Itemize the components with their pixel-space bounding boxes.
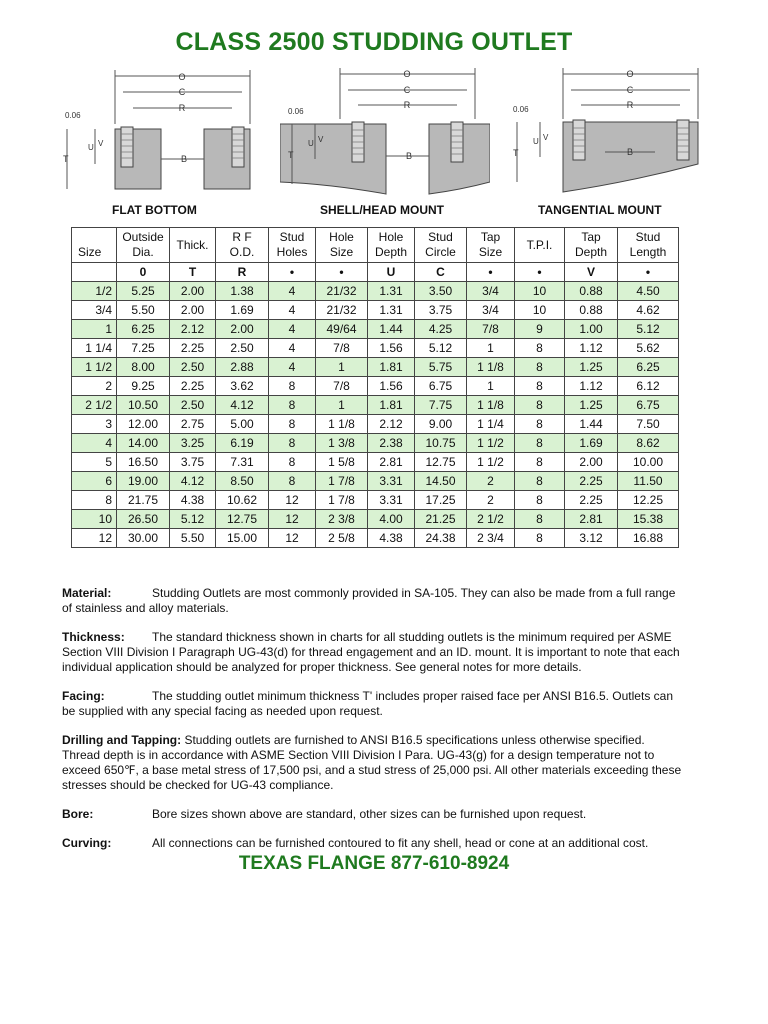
note-label: Curving: — [62, 836, 112, 850]
note-thickness — [62, 630, 682, 675]
table-cell: 6.75 — [415, 377, 467, 396]
dim-o-label: O — [178, 72, 186, 82]
dim-r-label: R — [178, 103, 186, 113]
table-cell: 3.25 — [170, 434, 216, 453]
table-cell: 15.00 — [216, 529, 269, 548]
table-cell: 8 — [515, 339, 565, 358]
note-curving — [62, 836, 682, 851]
column-header — [415, 228, 467, 263]
table-cell: 1.81 — [368, 396, 415, 415]
note-label: Facing: — [62, 689, 105, 703]
table-row — [72, 339, 679, 358]
table-cell: 8.00 — [117, 358, 170, 377]
dim-gap-label: 0.06 — [513, 105, 529, 114]
column-header — [216, 228, 269, 263]
table-cell: 5.50 — [117, 301, 170, 320]
table-cell: 1 1/4 — [467, 415, 515, 434]
table-cell: 6.19 — [216, 434, 269, 453]
symbol-cell: • — [515, 263, 565, 282]
table-row — [72, 396, 679, 415]
table-header-row — [72, 228, 679, 263]
dim-u-label: U — [88, 143, 94, 152]
size-cell: 2 1/2 — [72, 396, 117, 415]
table-cell: 4 — [269, 301, 316, 320]
table-cell: 2.00 — [170, 301, 216, 320]
table-cell: 7.31 — [216, 453, 269, 472]
table-cell: 2.50 — [170, 358, 216, 377]
table-cell: 21.75 — [117, 491, 170, 510]
table-cell: 1.44 — [565, 415, 618, 434]
table-cell: 1 — [467, 339, 515, 358]
tangential-mount-label: TANGENTIAL MOUNT — [538, 203, 662, 217]
table-cell: 10.62 — [216, 491, 269, 510]
table-cell: 17.25 — [415, 491, 467, 510]
table-cell: 1.31 — [368, 282, 415, 301]
table-cell: 10 — [515, 282, 565, 301]
tangential-mount-diagram — [505, 64, 715, 217]
table-cell: 4.50 — [618, 282, 679, 301]
column-header-line2: Size — [329, 245, 354, 259]
table-cell: 14.50 — [415, 472, 467, 491]
symbol-cell: C — [415, 263, 467, 282]
table-cell: 4 — [269, 339, 316, 358]
table-cell: 10.00 — [618, 453, 679, 472]
column-header-line2: O.D. — [229, 245, 255, 259]
table-cell: 1 1/8 — [316, 415, 368, 434]
column-header — [368, 228, 415, 263]
table-cell: 8 — [515, 472, 565, 491]
column-header — [170, 228, 216, 263]
table-cell: 3.75 — [170, 453, 216, 472]
table-row — [72, 472, 679, 491]
symbol-cell: • — [467, 263, 515, 282]
table-cell: 5.75 — [415, 358, 467, 377]
table-row — [72, 358, 679, 377]
table-cell: 8 — [515, 491, 565, 510]
column-header — [565, 228, 618, 263]
table-cell: 12.25 — [618, 491, 679, 510]
column-header-line1: Tap — [581, 230, 601, 244]
table-cell: 2.81 — [368, 453, 415, 472]
table-cell: 8 — [269, 396, 316, 415]
size-cell: 1 1/2 — [72, 358, 117, 377]
column-header — [117, 228, 170, 263]
table-row — [72, 282, 679, 301]
size-cell: 10 — [72, 510, 117, 529]
column-header-line2: Depth — [574, 245, 608, 259]
table-cell: 1 1/2 — [467, 434, 515, 453]
table-cell: 5.12 — [415, 339, 467, 358]
table-row — [72, 510, 679, 529]
dim-u-label: U — [308, 139, 314, 148]
dim-v-label: V — [543, 133, 549, 142]
column-header — [316, 228, 368, 263]
table-cell: 14.00 — [117, 434, 170, 453]
symbol-cell: • — [316, 263, 368, 282]
dim-t-label: T — [513, 148, 519, 158]
note-text: Studding outlets are furnished to ANSI B16.5 specifications unless otherwise specified. Thread depth is in accordance with ASME Section VIII Division I Para. UG-43(g) for a design temperature not to exceed 650℉, a base metal stress of 17,500 psi, and a stud stress of 25,000 psi. All other materials exceeding these stresses should be checked for UG-43 compliance. — [62, 733, 682, 792]
table-cell: 4.38 — [170, 491, 216, 510]
symbol-cell: T — [170, 263, 216, 282]
table-cell: 12.75 — [415, 453, 467, 472]
table-cell: 0.88 — [565, 301, 618, 320]
table-cell: 24.38 — [415, 529, 467, 548]
table-cell: 4.25 — [415, 320, 467, 339]
table-cell: 1 7/8 — [316, 491, 368, 510]
note-drilling — [62, 733, 682, 793]
table-cell: 1 1/2 — [467, 453, 515, 472]
table-cell: 1 — [467, 377, 515, 396]
table-cell: 2.25 — [170, 339, 216, 358]
dim-c-label: C — [403, 85, 411, 95]
table-cell: 21/32 — [316, 301, 368, 320]
dim-c-label: C — [626, 85, 634, 95]
table-cell: 4.38 — [368, 529, 415, 548]
column-header-line2: Dia. — [132, 245, 154, 259]
table-cell: 2.88 — [216, 358, 269, 377]
table-cell: 5.12 — [618, 320, 679, 339]
dim-r-label: R — [403, 100, 411, 110]
table-cell: 9.25 — [117, 377, 170, 396]
column-header-line2: Holes — [276, 245, 308, 259]
table-cell: 1.81 — [368, 358, 415, 377]
note-text: The studding outlet minimum thickness T' includes proper raised face per ANSI B16.5. Outlets can be supplied with any special facing as needed upon request. — [62, 689, 673, 718]
table-cell: 21/32 — [316, 282, 368, 301]
table-cell: 2 1/2 — [467, 510, 515, 529]
dim-r-label: R — [626, 100, 634, 110]
symbol-cell: • — [618, 263, 679, 282]
table-cell: 15.38 — [618, 510, 679, 529]
column-header — [618, 228, 679, 263]
table-cell: 1.25 — [565, 396, 618, 415]
table-cell: 8 — [515, 415, 565, 434]
table-cell: 1.25 — [565, 358, 618, 377]
table-cell: 7.50 — [618, 415, 679, 434]
table-cell: 2.12 — [170, 320, 216, 339]
table-cell: 1 — [316, 396, 368, 415]
size-cell: 5 — [72, 453, 117, 472]
table-cell: 12 — [269, 529, 316, 548]
diagram-strip — [55, 64, 715, 217]
table-cell: 4 — [269, 282, 316, 301]
table-cell: 1 1/8 — [467, 358, 515, 377]
table-cell: 12 — [269, 510, 316, 529]
column-header — [467, 228, 515, 263]
table-cell: 3.62 — [216, 377, 269, 396]
table-cell: 4.62 — [618, 301, 679, 320]
table-cell: 12 — [269, 491, 316, 510]
table-row — [72, 491, 679, 510]
table-cell: 4.12 — [216, 396, 269, 415]
table-cell: 6.25 — [618, 358, 679, 377]
table-cell: 8 — [515, 529, 565, 548]
table-cell: 8.50 — [216, 472, 269, 491]
table-cell: 1 — [316, 358, 368, 377]
table-cell: 10.50 — [117, 396, 170, 415]
symbol-cell: 0 — [117, 263, 170, 282]
column-header-line2: Length — [629, 245, 667, 259]
table-cell: 6.12 — [618, 377, 679, 396]
column-header-line1: Stud — [428, 230, 453, 244]
column-header — [269, 228, 316, 263]
note-label: Thickness: — [62, 630, 125, 644]
column-header — [72, 228, 117, 263]
table-cell: 2.00 — [565, 453, 618, 472]
flat-bottom-diagram — [55, 64, 265, 217]
table-cell: 0.88 — [565, 282, 618, 301]
table-cell: 5.62 — [618, 339, 679, 358]
table-cell: 10.75 — [415, 434, 467, 453]
column-header-line1: Thick. — [176, 237, 209, 252]
table-cell: 7/8 — [316, 377, 368, 396]
note-text: The standard thickness shown in charts for all studding outlets is the minimum required per ASME Section VIII Division I Paragraph UG-43(d) for thread engagement and an ID. mount. It is important to note that each individual application should be analyzed for proper thickness. See general notes for more details. — [62, 630, 680, 674]
table-cell: 2 — [467, 491, 515, 510]
dim-b-label: B — [626, 147, 634, 157]
table-cell: 1.31 — [368, 301, 415, 320]
table-row — [72, 453, 679, 472]
table-cell: 7/8 — [316, 339, 368, 358]
shell-head-mount-diagram — [280, 64, 490, 217]
table-cell: 9 — [515, 320, 565, 339]
table-cell: 8 — [269, 472, 316, 491]
column-header-line1: Outside — [122, 230, 164, 244]
table-cell: 10 — [515, 301, 565, 320]
table-cell: 12.00 — [117, 415, 170, 434]
column-header-line1: Stud — [279, 230, 305, 244]
dim-gap-label: 0.06 — [288, 107, 304, 116]
table-cell: 1.56 — [368, 377, 415, 396]
table-row — [72, 320, 679, 339]
table-cell: 5.12 — [170, 510, 216, 529]
table-cell: 8 — [515, 510, 565, 529]
table-cell: 2.25 — [565, 491, 618, 510]
note-text: Studding Outlets are most commonly provided in SA-105. They can also be made from a full range of stainless and alloy materials. — [62, 586, 676, 615]
dim-u-label: U — [533, 137, 539, 146]
table-cell: 7.25 — [117, 339, 170, 358]
column-header-line1: Tap — [480, 230, 501, 244]
table-cell: 8 — [269, 434, 316, 453]
table-cell: 1.12 — [565, 339, 618, 358]
note-bore — [62, 807, 682, 822]
table-cell: 26.50 — [117, 510, 170, 529]
table-cell: 2.50 — [170, 396, 216, 415]
table-cell: 2.75 — [170, 415, 216, 434]
table-row — [72, 415, 679, 434]
dim-o-label: O — [626, 69, 634, 79]
symbol-cell: U — [368, 263, 415, 282]
table-cell: 2.25 — [170, 377, 216, 396]
column-header-line1: Hole — [378, 230, 404, 244]
table-cell: 1.38 — [216, 282, 269, 301]
dim-t-label: T — [63, 154, 69, 164]
table-cell: 5.00 — [216, 415, 269, 434]
symbol-cell — [72, 263, 117, 282]
table-cell: 5.25 — [117, 282, 170, 301]
note-facing — [62, 689, 682, 719]
symbol-cell: • — [269, 263, 316, 282]
table-cell: 1.69 — [216, 301, 269, 320]
table-cell: 3.31 — [368, 472, 415, 491]
dimension-table — [71, 227, 679, 548]
table-cell: 3.50 — [415, 282, 467, 301]
table-row — [72, 301, 679, 320]
size-cell: 6 — [72, 472, 117, 491]
table-cell: 8 — [269, 377, 316, 396]
table-cell: 8 — [269, 453, 316, 472]
dim-b-label: B — [405, 151, 413, 161]
note-material — [62, 586, 682, 616]
table-cell: 2.81 — [565, 510, 618, 529]
column-header-line1: T.P.I. — [526, 237, 553, 252]
table-cell: 6.75 — [618, 396, 679, 415]
note-label: Bore: — [62, 807, 94, 821]
table-cell: 8 — [515, 377, 565, 396]
size-cell: 3 — [72, 415, 117, 434]
size-cell: 2 — [72, 377, 117, 396]
table-cell: 8 — [515, 358, 565, 377]
table-cell: 16.50 — [117, 453, 170, 472]
dim-gap-label: 0.06 — [65, 111, 81, 120]
size-cell: 12 — [72, 529, 117, 548]
size-cell: 1 1/4 — [72, 339, 117, 358]
table-cell: 3/4 — [467, 282, 515, 301]
table-row — [72, 529, 679, 548]
table-cell: 11.50 — [618, 472, 679, 491]
dim-o-label: O — [403, 69, 411, 79]
table-cell: 1.12 — [565, 377, 618, 396]
table-cell: 1 3/8 — [316, 434, 368, 453]
size-cell: 1 — [72, 320, 117, 339]
table-cell: 12.75 — [216, 510, 269, 529]
table-cell: 4.12 — [170, 472, 216, 491]
table-cell: 8 — [515, 396, 565, 415]
table-cell: 1 7/8 — [316, 472, 368, 491]
size-cell: 4 — [72, 434, 117, 453]
column-header-line2: Depth — [374, 245, 408, 259]
shell-head-mount-label: SHELL/HEAD MOUNT — [320, 203, 444, 217]
note-text: Bore sizes shown above are standard, other sizes can be furnished upon request. — [152, 807, 587, 821]
table-cell: 1.69 — [565, 434, 618, 453]
table-cell: 2 5/8 — [316, 529, 368, 548]
table-cell: 2 3/4 — [467, 529, 515, 548]
table-cell: 1 1/8 — [467, 396, 515, 415]
table-cell: 1.00 — [565, 320, 618, 339]
table-cell: 6.25 — [117, 320, 170, 339]
table-cell: 7/8 — [467, 320, 515, 339]
table-cell: 1 5/8 — [316, 453, 368, 472]
table-cell: 1.56 — [368, 339, 415, 358]
column-header-line2: Circle — [425, 245, 456, 259]
symbol-cell: R — [216, 263, 269, 282]
table-cell: 19.00 — [117, 472, 170, 491]
table-cell: 21.25 — [415, 510, 467, 529]
table-cell: 4 — [269, 320, 316, 339]
column-header — [515, 228, 565, 263]
footer-contact: TEXAS FLANGE 877-610-8924 — [238, 853, 510, 874]
column-header-line1: Stud — [635, 230, 661, 244]
table-cell: 2 — [467, 472, 515, 491]
table-cell: 8 — [269, 415, 316, 434]
table-cell: 3/4 — [467, 301, 515, 320]
table-row — [72, 377, 679, 396]
table-cell: 30.00 — [117, 529, 170, 548]
table-cell: 4.00 — [368, 510, 415, 529]
page-title: CLASS 2500 STUDDING OUTLET — [175, 28, 573, 56]
table-cell: 3.31 — [368, 491, 415, 510]
table-row — [72, 434, 679, 453]
notes-section — [62, 586, 682, 865]
size-cell: 8 — [72, 491, 117, 510]
table-cell: 8.62 — [618, 434, 679, 453]
dim-v-label: V — [318, 135, 324, 144]
table-cell: 8 — [515, 453, 565, 472]
column-header-line1: Hole — [329, 230, 354, 244]
symbol-cell: V — [565, 263, 618, 282]
size-cell: 3/4 — [72, 301, 117, 320]
table-cell: 1.44 — [368, 320, 415, 339]
table-cell: 7.75 — [415, 396, 467, 415]
size-cell: 1/2 — [72, 282, 117, 301]
dim-b-label: B — [180, 154, 188, 164]
column-header-line2: Size — [78, 245, 102, 259]
table-cell: 49/64 — [316, 320, 368, 339]
table-cell: 3.75 — [415, 301, 467, 320]
table-cell: 2.50 — [216, 339, 269, 358]
note-text: All connections can be furnished contoured to fit any shell, head or cone at an additional cost. — [152, 836, 649, 850]
table-symbol-row — [72, 263, 679, 282]
column-header-line1: R F — [232, 230, 252, 244]
table-cell: 16.88 — [618, 529, 679, 548]
table-cell: 3.12 — [565, 529, 618, 548]
dim-c-label: C — [178, 87, 186, 97]
note-label: Material: — [62, 586, 112, 600]
table-cell: 9.00 — [415, 415, 467, 434]
table-cell: 2.12 — [368, 415, 415, 434]
dim-t-label: T — [288, 150, 294, 160]
flat-bottom-label: FLAT BOTTOM — [112, 203, 197, 217]
table-cell: 4 — [269, 358, 316, 377]
dim-v-label: V — [98, 139, 104, 148]
note-label: Drilling and Tapping: — [62, 733, 182, 747]
table-cell: 5.50 — [170, 529, 216, 548]
table-cell: 2.25 — [565, 472, 618, 491]
table-cell: 2 3/8 — [316, 510, 368, 529]
column-header-line2: Size — [478, 245, 503, 259]
table-cell: 2.00 — [170, 282, 216, 301]
table-cell: 2.00 — [216, 320, 269, 339]
table-cell: 8 — [515, 434, 565, 453]
table-cell: 2.38 — [368, 434, 415, 453]
